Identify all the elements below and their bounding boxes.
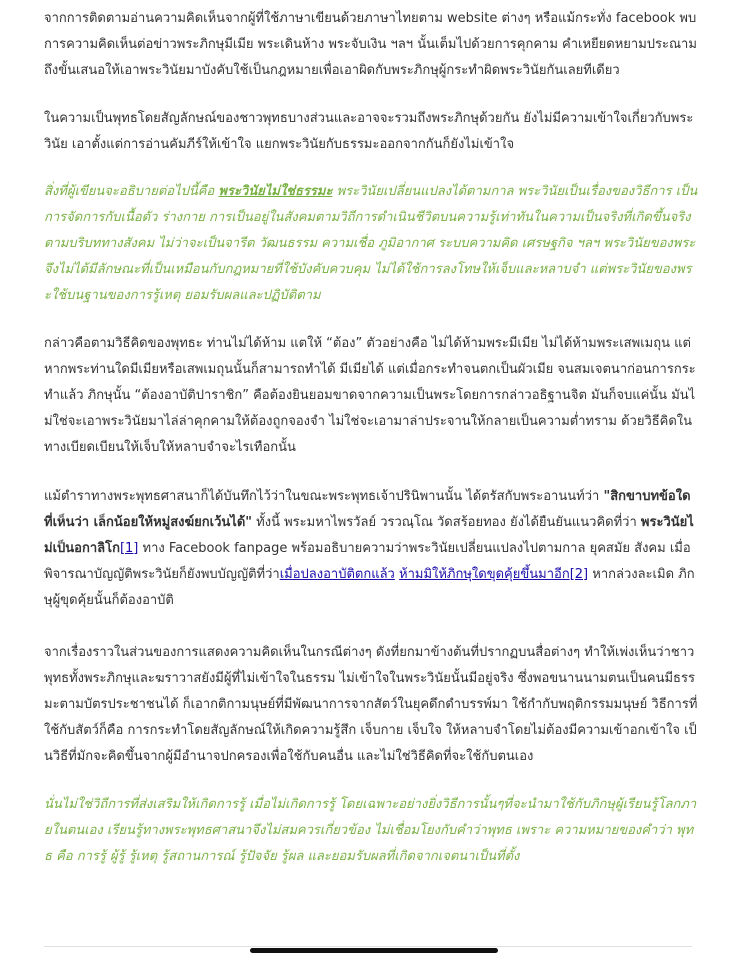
p3-emphasis: พระวินัยไม่ใช่ธรรมะ [218,184,333,199]
paragraph-4: กล่าวคือตามวิธีคิดของพุทธะ ท่านไม่ได้ห้าม แตให้ “ต้อง” ตัวอย่างคือ ไม่ได้ห้ามพระมีเมีย ไม่ได้ห้ามพระเสพเมถุน แต่หากพระท่านใดมีเมียหรือเสพเมถุนนั้นก็สามารถทำได้ มีเมียได้ แต่เมื่อกระทำจนตกเป็นผัวเมีย จนสมเจตนาก่อนการกระทำแล้ว ภิกษุนั้น “ต้องอาบัติปาราชิก” คือต้องยินยอมขาดจากความเป็นพระโดยการกล่าวอธิฐานจิต มันก็จบแค่นั้น มันไม่ใช่จะเอาพระวินัยมาไล่ล่าคุกคามให้ต้องถูกจองจำ ไม่ใช่จะเอามาล่าประจานให้กลายเป็นความต่ำทราม ด้วยวิธีคิดในทางเบียดเบียนให้เจ็บให้หลาบจำจะไรเทือกนั้น [44,336,696,455]
bottom-divider [44,946,692,947]
p5-text-e: หากล่วงละเมิด ภิกษุผู้ขุดคุ้ยนั้นก็ต้องอาบัติ [44,567,695,608]
paragraph-2: ในความเป็นพุทธโดยสัญลักษณ์ของชาวพุทธบางส่วนและอาจจะรวมถึงพระภิกษุด้วยกัน ยังไม่มีความเข้าใจเกี่ยวกับพระวินัย เอาตั้งแต่การอ่านคัมภีร์ให้เข้าใจ แยกพระวินัยกับธรรมะออกจากกันก็ยังไม่เข้าใจ [44,111,694,152]
p5-quote: "สิกขาบทข้อใดที่เห็นว่า เล็กน้อยให้หมู่สงฆ์ยกเว้นได้" [44,489,691,530]
p3-body: พระวินัยเปลี่ยนแปลงได้ตามกาล พระวินัยเป็นเรื่องของวิธีการ เป็นการจัดการกับเนื้อตัว ร่างกาย การเป็นอยู่ในสังคมตามวิถีการดำเนินชีวิตบนความรู้เท่าทันในความเป็นจริงที่เกิดขึ้นจริง ตามบริบททางสังคม ไม่ว่าจะเป็นจารีต วัฒนธรรม ความเชื่อ ภูมิอากาศ ระบบความคิด เศรษฐกิจ ฯลฯ พระวินัยของพระจึงไม่ได้มีลักษณะที่เป็นเหมือนกับกฎหมายที่ใช้บังคับควบคุม ไม่ได้ใช้การลงโทษให้เจ็บและหลาบจำ แต่พระวินัยของพระใช้บนฐานของการรู้เหตุ ยอมรับผลและปฏิบัติตาม [44,184,698,303]
p5-bold-claim: พระวินัยไม่เป็นอกาลิโก [44,515,694,556]
rule-link-1[interactable]: เมื่อปลงอาบัติตกแล้ว [279,567,395,582]
paragraph-1: จากการติดตามอ่านความคิดเห็นจากผู้ที่ใช้ภาษาเขียนด้วยภาษาไทยตาม website ต่างๆ หรือแม้กระทั่ง facebook พบการความคิดเห็นต่อข่าวพระภิกษุมีเมีย พระเดินห้าง พระจับเงิน ฯลฯ นั้นเต็มไปด้วยการคุกคาม คำเหยียดหยามประณาม ถึงขั้นเสนอให้เอาพระวินัยมาบังคับใช้เป็นกฎหมายเพื่อเอาผิดกับพระภิกษุผู้กระทำผิดพระวินัยกันเลยทีเดียว [44,11,697,78]
paragraph-7-highlight: นั่นไม่ใช่วิถีการที่ส่งเสริมให้เกิดการรู้ เมื่อไม่เกิดการรู้ โดยเฉพาะอย่างยิ่งวิธีการนั้นๆที่จะนำมาใช้กับภิกษุผู้เรียนรู้โลกภายในตนเอง เรียนรู้ทางพระพุทธศาสนาจึงไม่สมควรเกี่ยวข้อง ไม่เชื่อมโยงกับคำว่าพุทธ เพราะ ความหมายของคำว่า พุทธ คือ การรู้ ผู้รู้ รู้เหตุ รู้สถานการณ์ รู้ปัจจัย รู้ผล และยอมรับผลที่เกิดจากเจตนาเป็นที่ตั้ง [44,797,697,864]
footnote-link-1[interactable]: [1] [119,541,139,556]
paragraph-5 [44,484,698,614]
p5-text-c: ทาง Facebook fanpage พร้อมอธิบายความว่าพระวินัยเปลี่ยนแปลงไปตามกาล ยุคสมัย สังคม เมื่อพิจารณาบัญญัติพระวินัยก็ยังพบบัญญัติที่ว่า [44,541,691,582]
paragraph-3-highlight [44,179,698,309]
p3-intro: สิ่งที่ผู้เขียนจะอธิบายต่อไปนี้คือ [44,184,219,199]
p5-text-b: ทั้งนี้ พระมหาไพรวัลย์ วรวณฺโณ วัดสร้อยทอง ยังได้ยืนยันแนวคิดที่ว่า [252,515,641,530]
footnote-link-2[interactable]: [2] [569,567,589,582]
rule-link-2[interactable]: ห้ามมิให้ภิกษุใดขุดคุ้ยขึ้นมาอีก [399,567,570,582]
paragraph-6: จากเรื่องราวในส่วนของการแสดงความคิดเห็นในกรณีต่างๆ ดังที่ยกมาข้างต้นที่ปรากฏบนสื่อต่างๆ ทำให้เพ่งเห็นว่าชาวพุทธทั้งพระภิกษุและฆราวาสยังมีผู้ที่ไม่เข้าใจในธรรม ไม่เข้าใจในพระวินัยนั้นมีอยู่จริง ซึ่งพอขนานนามตนเป็นคนมีธรรมะตามบัตรประชาชนได้ ก็เอากติกามนุษย์ที่มีพัฒนาการจากสัตว์ในยุคดึกดำบรรพ์มา ใช้กำกับพฤติกรรมมนุษย์ วิธีการที่ใช้กับสัตว์ก็คือ การกระทำโดยสัญลักษณ์ให้เกิดความรู้สึก เจ็บกาย เจ็บใจ ให้หลาบจำโดยไม่ต้องมีความเข้าอกเข้าใจ เป็นวิธีที่มักจะคิดขึ้นจากผู้มีอำนาจปกครองเพื่อใช้กับคนอื่น และไม่ใช่วิธีคิดที่จะใช้กับตนเอง [44,645,698,764]
home-indicator-bar[interactable] [250,948,498,953]
p5-text-a: แม้ตำราทางพระพุทธศาสนาก็ได้บันทึกไว้ว่าในขณะพระพุทธเจ้าปรินิพานนั้น ได้ตรัสกับพระอานนท์ว่า [44,489,604,504]
